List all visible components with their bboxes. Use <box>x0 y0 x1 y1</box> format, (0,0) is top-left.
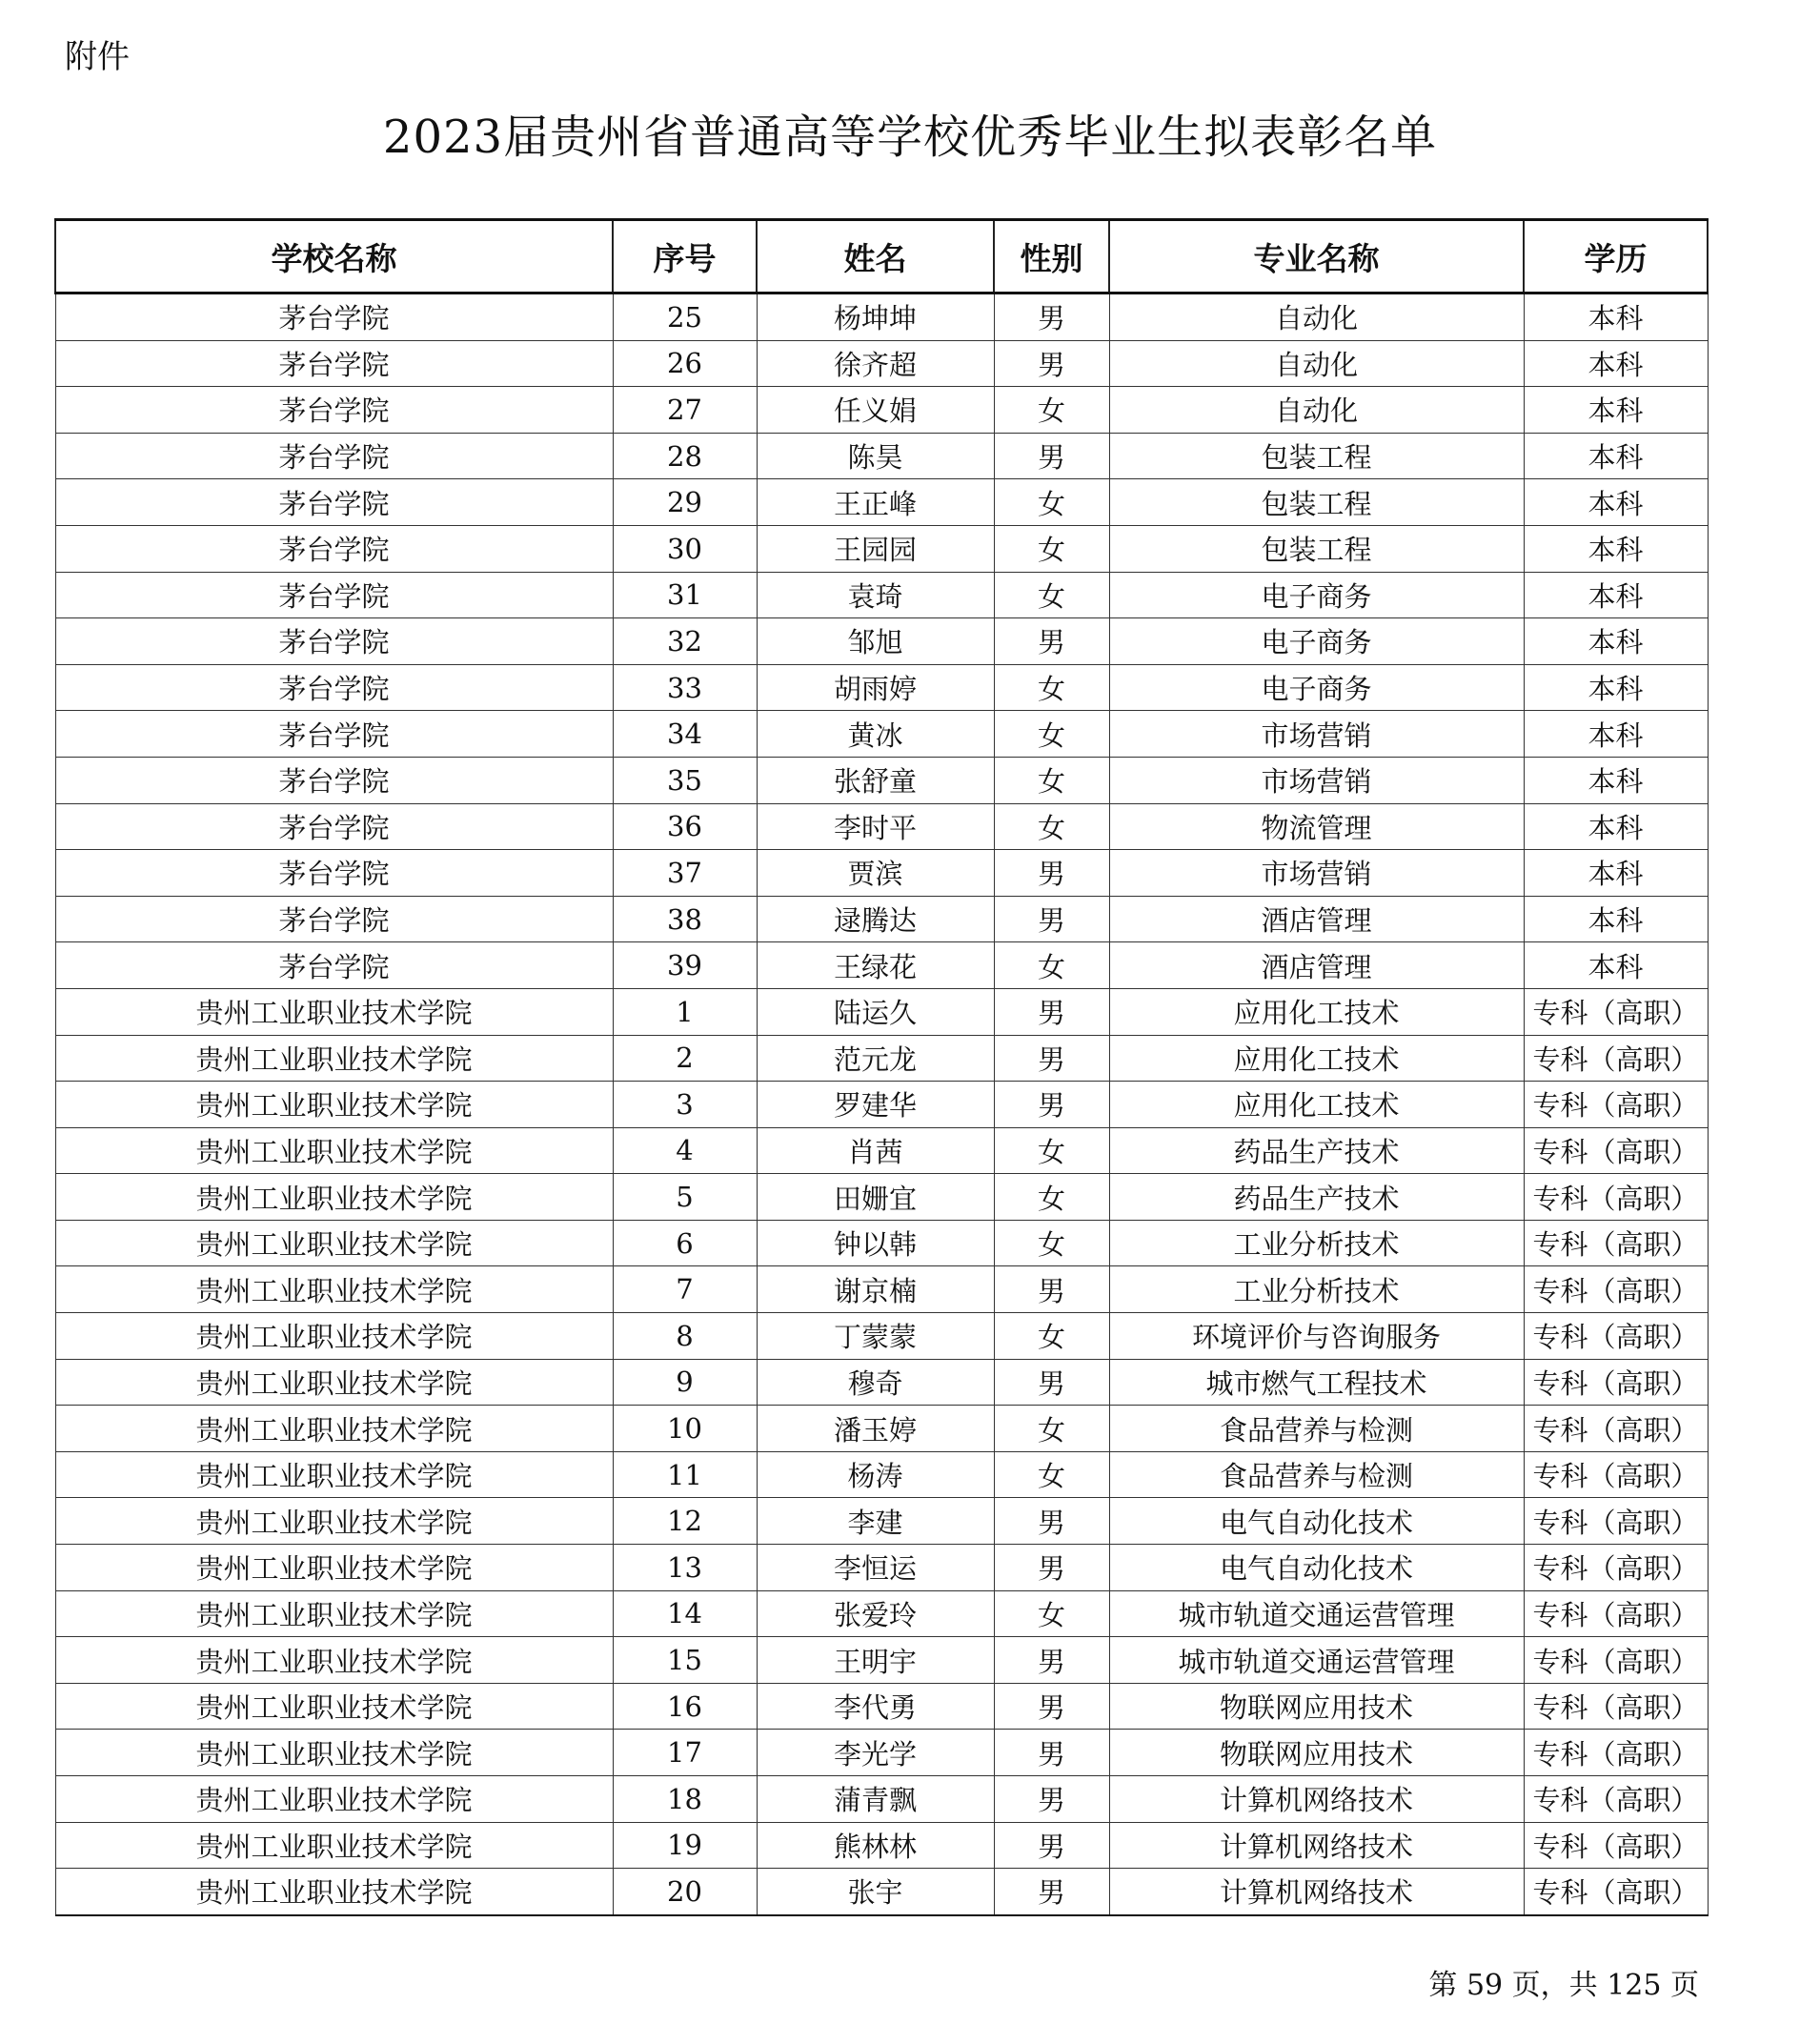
cell-school: 贵州工业职业技术学院 <box>55 1220 613 1266</box>
cell-seq: 4 <box>613 1127 757 1174</box>
cell-school: 茅台学院 <box>55 896 613 942</box>
cell-major: 自动化 <box>1109 293 1524 341</box>
cell-name: 张宇 <box>757 1869 994 1915</box>
cell-major: 城市轨道交通运营管理 <box>1109 1637 1524 1684</box>
header-name: 姓名 <box>757 220 994 293</box>
cell-name: 穆奇 <box>757 1359 994 1406</box>
cell-name: 田姗宜 <box>757 1174 994 1221</box>
cell-education: 专科（高职） <box>1524 1545 1708 1591</box>
cell-education: 本科 <box>1524 711 1708 758</box>
cell-education: 专科（高职） <box>1524 1498 1708 1545</box>
table-row <box>55 1822 1708 1869</box>
cell-school: 茅台学院 <box>55 711 613 758</box>
cell-gender: 女 <box>994 1174 1109 1221</box>
cell-major: 环境评价与咨询服务 <box>1109 1313 1524 1360</box>
table-row <box>55 1869 1708 1915</box>
cell-seq: 19 <box>613 1822 757 1869</box>
cell-gender: 女 <box>994 803 1109 850</box>
cell-gender: 女 <box>994 711 1109 758</box>
cell-school: 茅台学院 <box>55 293 613 341</box>
cell-seq: 5 <box>613 1174 757 1221</box>
cell-school: 茅台学院 <box>55 664 613 711</box>
cell-name: 李恒运 <box>757 1545 994 1591</box>
cell-name: 陆运久 <box>757 988 994 1035</box>
cell-school: 贵州工业职业技术学院 <box>55 1730 613 1776</box>
cell-education: 专科（高职） <box>1524 1035 1708 1082</box>
cell-education: 专科（高职） <box>1524 1822 1708 1869</box>
table-row <box>55 711 1708 758</box>
table-row <box>55 1451 1708 1498</box>
cell-education: 专科（高职） <box>1524 1174 1708 1221</box>
cell-name: 王园园 <box>757 525 994 572</box>
cell-education: 专科（高职） <box>1524 988 1708 1035</box>
cell-seq: 31 <box>613 572 757 618</box>
cell-education: 专科（高职） <box>1524 1359 1708 1406</box>
cell-name: 杨涛 <box>757 1451 994 1498</box>
table-row <box>55 1035 1708 1082</box>
cell-seq: 14 <box>613 1590 757 1637</box>
cell-name: 李时平 <box>757 803 994 850</box>
cell-education: 专科（高职） <box>1524 1127 1708 1174</box>
cell-school: 茅台学院 <box>55 572 613 618</box>
cell-major: 自动化 <box>1109 387 1524 434</box>
cell-name: 张舒童 <box>757 757 994 803</box>
cell-major: 电气自动化技术 <box>1109 1498 1524 1545</box>
cell-major: 城市轨道交通运营管理 <box>1109 1590 1524 1637</box>
table-row <box>55 896 1708 942</box>
cell-seq: 17 <box>613 1730 757 1776</box>
header-education: 学历 <box>1524 220 1708 293</box>
cell-seq: 10 <box>613 1406 757 1452</box>
cell-major: 物流管理 <box>1109 803 1524 850</box>
cell-school: 贵州工业职业技术学院 <box>55 988 613 1035</box>
table-row <box>55 479 1708 526</box>
table-row <box>55 618 1708 665</box>
cell-education: 本科 <box>1524 896 1708 942</box>
cell-seq: 38 <box>613 896 757 942</box>
cell-name: 范元龙 <box>757 1035 994 1082</box>
header-school: 学校名称 <box>55 220 613 293</box>
cell-name: 徐齐超 <box>757 340 994 387</box>
cell-education: 本科 <box>1524 850 1708 897</box>
attachment-label: 附件 <box>65 38 130 76</box>
cell-school: 贵州工业职业技术学院 <box>55 1498 613 1545</box>
table-row <box>55 664 1708 711</box>
cell-name: 钟以韩 <box>757 1220 994 1266</box>
cell-name: 谢京楠 <box>757 1266 994 1313</box>
cell-school: 茅台学院 <box>55 433 613 479</box>
cell-name: 潘玉婷 <box>757 1406 994 1452</box>
cell-seq: 29 <box>613 479 757 526</box>
cell-school: 贵州工业职业技术学院 <box>55 1127 613 1174</box>
cell-seq: 35 <box>613 757 757 803</box>
cell-major: 计算机网络技术 <box>1109 1776 1524 1823</box>
cell-education: 专科（高职） <box>1524 1776 1708 1823</box>
cell-gender: 男 <box>994 1498 1109 1545</box>
cell-school: 贵州工业职业技术学院 <box>55 1359 613 1406</box>
cell-education: 专科（高职） <box>1524 1406 1708 1452</box>
table-row <box>55 1406 1708 1452</box>
table-row <box>55 433 1708 479</box>
cell-major: 工业分析技术 <box>1109 1220 1524 1266</box>
table-row <box>55 1730 1708 1776</box>
table-row <box>55 1776 1708 1823</box>
cell-school: 茅台学院 <box>55 618 613 665</box>
cell-gender: 女 <box>994 664 1109 711</box>
cell-major: 酒店管理 <box>1109 896 1524 942</box>
cell-seq: 15 <box>613 1637 757 1684</box>
cell-education: 本科 <box>1524 293 1708 341</box>
cell-school: 茅台学院 <box>55 387 613 434</box>
cell-name: 丁蒙蒙 <box>757 1313 994 1360</box>
table-row <box>55 1637 1708 1684</box>
cell-major: 食品营养与检测 <box>1109 1451 1524 1498</box>
cell-school: 茅台学院 <box>55 942 613 989</box>
cell-education: 专科（高职） <box>1524 1266 1708 1313</box>
cell-gender: 男 <box>994 850 1109 897</box>
header-gender: 性别 <box>994 220 1109 293</box>
cell-school: 贵州工业职业技术学院 <box>55 1822 613 1869</box>
table-row <box>55 803 1708 850</box>
cell-school: 茅台学院 <box>55 479 613 526</box>
cell-major: 市场营销 <box>1109 757 1524 803</box>
table-row <box>55 1220 1708 1266</box>
cell-seq: 6 <box>613 1220 757 1266</box>
cell-name: 肖茜 <box>757 1127 994 1174</box>
cell-gender: 女 <box>994 1406 1109 1452</box>
table-row <box>55 1266 1708 1313</box>
cell-gender: 女 <box>994 1220 1109 1266</box>
cell-school: 贵州工业职业技术学院 <box>55 1683 613 1730</box>
cell-gender: 男 <box>994 1730 1109 1776</box>
table-row <box>55 757 1708 803</box>
cell-education: 本科 <box>1524 618 1708 665</box>
cell-name: 王正峰 <box>757 479 994 526</box>
cell-education: 专科（高职） <box>1524 1683 1708 1730</box>
cell-education: 专科（高职） <box>1524 1082 1708 1128</box>
cell-school: 贵州工业职业技术学院 <box>55 1869 613 1915</box>
cell-name: 杨坤坤 <box>757 293 994 341</box>
cell-name: 邹旭 <box>757 618 994 665</box>
header-major: 专业名称 <box>1109 220 1524 293</box>
cell-school: 茅台学院 <box>55 757 613 803</box>
cell-major: 计算机网络技术 <box>1109 1822 1524 1869</box>
cell-seq: 18 <box>613 1776 757 1823</box>
table-row <box>55 572 1708 618</box>
cell-gender: 男 <box>994 433 1109 479</box>
cell-seq: 25 <box>613 293 757 341</box>
cell-seq: 1 <box>613 988 757 1035</box>
cell-major: 电气自动化技术 <box>1109 1545 1524 1591</box>
cell-seq: 9 <box>613 1359 757 1406</box>
cell-school: 茅台学院 <box>55 525 613 572</box>
cell-education: 本科 <box>1524 387 1708 434</box>
cell-education: 专科（高职） <box>1524 1590 1708 1637</box>
table-row <box>55 850 1708 897</box>
cell-seq: 32 <box>613 618 757 665</box>
cell-seq: 3 <box>613 1082 757 1128</box>
cell-school: 贵州工业职业技术学院 <box>55 1174 613 1221</box>
cell-major: 酒店管理 <box>1109 942 1524 989</box>
cell-seq: 34 <box>613 711 757 758</box>
cell-education: 本科 <box>1524 433 1708 479</box>
table-row <box>55 1683 1708 1730</box>
table-row <box>55 293 1708 341</box>
cell-name: 陈昊 <box>757 433 994 479</box>
cell-major: 市场营销 <box>1109 850 1524 897</box>
table-row <box>55 1313 1708 1360</box>
cell-major: 物联网应用技术 <box>1109 1730 1524 1776</box>
cell-education: 专科（高职） <box>1524 1313 1708 1360</box>
cell-school: 贵州工业职业技术学院 <box>55 1313 613 1360</box>
cell-name: 蒲青飘 <box>757 1776 994 1823</box>
table-header-row <box>55 220 1708 293</box>
cell-school: 贵州工业职业技术学院 <box>55 1451 613 1498</box>
cell-major: 电子商务 <box>1109 572 1524 618</box>
table-row <box>55 340 1708 387</box>
cell-gender: 女 <box>994 572 1109 618</box>
cell-gender: 男 <box>994 1822 1109 1869</box>
cell-name: 逯腾达 <box>757 896 994 942</box>
cell-education: 本科 <box>1524 340 1708 387</box>
cell-name: 熊林林 <box>757 1822 994 1869</box>
cell-education: 专科（高职） <box>1524 1220 1708 1266</box>
cell-gender: 男 <box>994 1683 1109 1730</box>
table-row <box>55 1082 1708 1128</box>
cell-gender: 男 <box>994 293 1109 341</box>
cell-education: 本科 <box>1524 757 1708 803</box>
table-row <box>55 1127 1708 1174</box>
cell-major: 包装工程 <box>1109 433 1524 479</box>
cell-seq: 16 <box>613 1683 757 1730</box>
cell-name: 王绿花 <box>757 942 994 989</box>
cell-gender: 女 <box>994 1451 1109 1498</box>
cell-major: 市场营销 <box>1109 711 1524 758</box>
cell-seq: 27 <box>613 387 757 434</box>
cell-gender: 女 <box>994 387 1109 434</box>
cell-school: 贵州工业职业技术学院 <box>55 1266 613 1313</box>
cell-gender: 女 <box>994 942 1109 989</box>
cell-education: 本科 <box>1524 525 1708 572</box>
cell-name: 任义娟 <box>757 387 994 434</box>
cell-seq: 39 <box>613 942 757 989</box>
cell-school: 茅台学院 <box>55 803 613 850</box>
page-title: 2023届贵州省普通高等学校优秀毕业生拟表彰名单 <box>382 111 1438 164</box>
cell-school: 贵州工业职业技术学院 <box>55 1406 613 1452</box>
cell-gender: 男 <box>994 988 1109 1035</box>
cell-major: 包装工程 <box>1109 479 1524 526</box>
cell-gender: 女 <box>994 1127 1109 1174</box>
cell-gender: 男 <box>994 1359 1109 1406</box>
table-row <box>55 1174 1708 1221</box>
cell-school: 贵州工业职业技术学院 <box>55 1637 613 1684</box>
cell-seq: 28 <box>613 433 757 479</box>
cell-gender: 女 <box>994 1313 1109 1360</box>
cell-major: 药品生产技术 <box>1109 1174 1524 1221</box>
table-body <box>55 293 1708 1915</box>
cell-gender: 男 <box>994 1545 1109 1591</box>
cell-seq: 33 <box>613 664 757 711</box>
table-row <box>55 942 1708 989</box>
cell-education: 本科 <box>1524 479 1708 526</box>
cell-major: 应用化工技术 <box>1109 988 1524 1035</box>
table-row <box>55 1359 1708 1406</box>
cell-school: 贵州工业职业技术学院 <box>55 1590 613 1637</box>
cell-school: 茅台学院 <box>55 340 613 387</box>
cell-name: 李光学 <box>757 1730 994 1776</box>
cell-education: 本科 <box>1524 803 1708 850</box>
cell-name: 李建 <box>757 1498 994 1545</box>
cell-major: 应用化工技术 <box>1109 1035 1524 1082</box>
cell-seq: 36 <box>613 803 757 850</box>
page-number: 第 59 页，共 125 页 <box>1428 1969 1699 2002</box>
cell-education: 本科 <box>1524 942 1708 989</box>
cell-seq: 7 <box>613 1266 757 1313</box>
cell-seq: 2 <box>613 1035 757 1082</box>
cell-gender: 男 <box>994 1082 1109 1128</box>
cell-major: 食品营养与检测 <box>1109 1406 1524 1452</box>
cell-seq: 12 <box>613 1498 757 1545</box>
cell-education: 专科（高职） <box>1524 1869 1708 1915</box>
cell-major: 自动化 <box>1109 340 1524 387</box>
cell-gender: 男 <box>994 340 1109 387</box>
table-row <box>55 1545 1708 1591</box>
cell-gender: 女 <box>994 525 1109 572</box>
cell-education: 专科（高职） <box>1524 1730 1708 1776</box>
cell-gender: 男 <box>994 1869 1109 1915</box>
cell-school: 贵州工业职业技术学院 <box>55 1545 613 1591</box>
cell-seq: 11 <box>613 1451 757 1498</box>
cell-gender: 男 <box>994 1637 1109 1684</box>
cell-name: 罗建华 <box>757 1082 994 1128</box>
cell-education: 本科 <box>1524 572 1708 618</box>
table-row <box>55 1498 1708 1545</box>
cell-seq: 20 <box>613 1869 757 1915</box>
cell-major: 物联网应用技术 <box>1109 1683 1524 1730</box>
cell-major: 工业分析技术 <box>1109 1266 1524 1313</box>
cell-school: 茅台学院 <box>55 850 613 897</box>
table-row <box>55 988 1708 1035</box>
honoree-table <box>54 218 1709 1916</box>
cell-school: 贵州工业职业技术学院 <box>55 1776 613 1823</box>
cell-education: 专科（高职） <box>1524 1637 1708 1684</box>
cell-name: 黄冰 <box>757 711 994 758</box>
cell-major: 包装工程 <box>1109 525 1524 572</box>
cell-education: 本科 <box>1524 664 1708 711</box>
cell-major: 计算机网络技术 <box>1109 1869 1524 1915</box>
table-row <box>55 525 1708 572</box>
cell-name: 胡雨婷 <box>757 664 994 711</box>
cell-seq: 8 <box>613 1313 757 1360</box>
cell-name: 张爱玲 <box>757 1590 994 1637</box>
table-row <box>55 1590 1708 1637</box>
cell-education: 专科（高职） <box>1524 1451 1708 1498</box>
cell-major: 电子商务 <box>1109 618 1524 665</box>
cell-school: 贵州工业职业技术学院 <box>55 1082 613 1128</box>
cell-seq: 37 <box>613 850 757 897</box>
header-seq: 序号 <box>613 220 757 293</box>
cell-name: 李代勇 <box>757 1683 994 1730</box>
cell-name: 王明宇 <box>757 1637 994 1684</box>
cell-major: 应用化工技术 <box>1109 1082 1524 1128</box>
cell-seq: 13 <box>613 1545 757 1591</box>
cell-school: 贵州工业职业技术学院 <box>55 1035 613 1082</box>
cell-gender: 女 <box>994 1590 1109 1637</box>
cell-major: 药品生产技术 <box>1109 1127 1524 1174</box>
cell-gender: 男 <box>994 618 1109 665</box>
cell-name: 袁琦 <box>757 572 994 618</box>
cell-name: 贾滨 <box>757 850 994 897</box>
cell-seq: 26 <box>613 340 757 387</box>
cell-major: 城市燃气工程技术 <box>1109 1359 1524 1406</box>
cell-gender: 男 <box>994 1266 1109 1313</box>
cell-gender: 男 <box>994 1776 1109 1823</box>
cell-major: 电子商务 <box>1109 664 1524 711</box>
cell-seq: 30 <box>613 525 757 572</box>
cell-gender: 男 <box>994 1035 1109 1082</box>
cell-gender: 女 <box>994 479 1109 526</box>
table-row <box>55 387 1708 434</box>
cell-gender: 女 <box>994 757 1109 803</box>
cell-gender: 男 <box>994 896 1109 942</box>
